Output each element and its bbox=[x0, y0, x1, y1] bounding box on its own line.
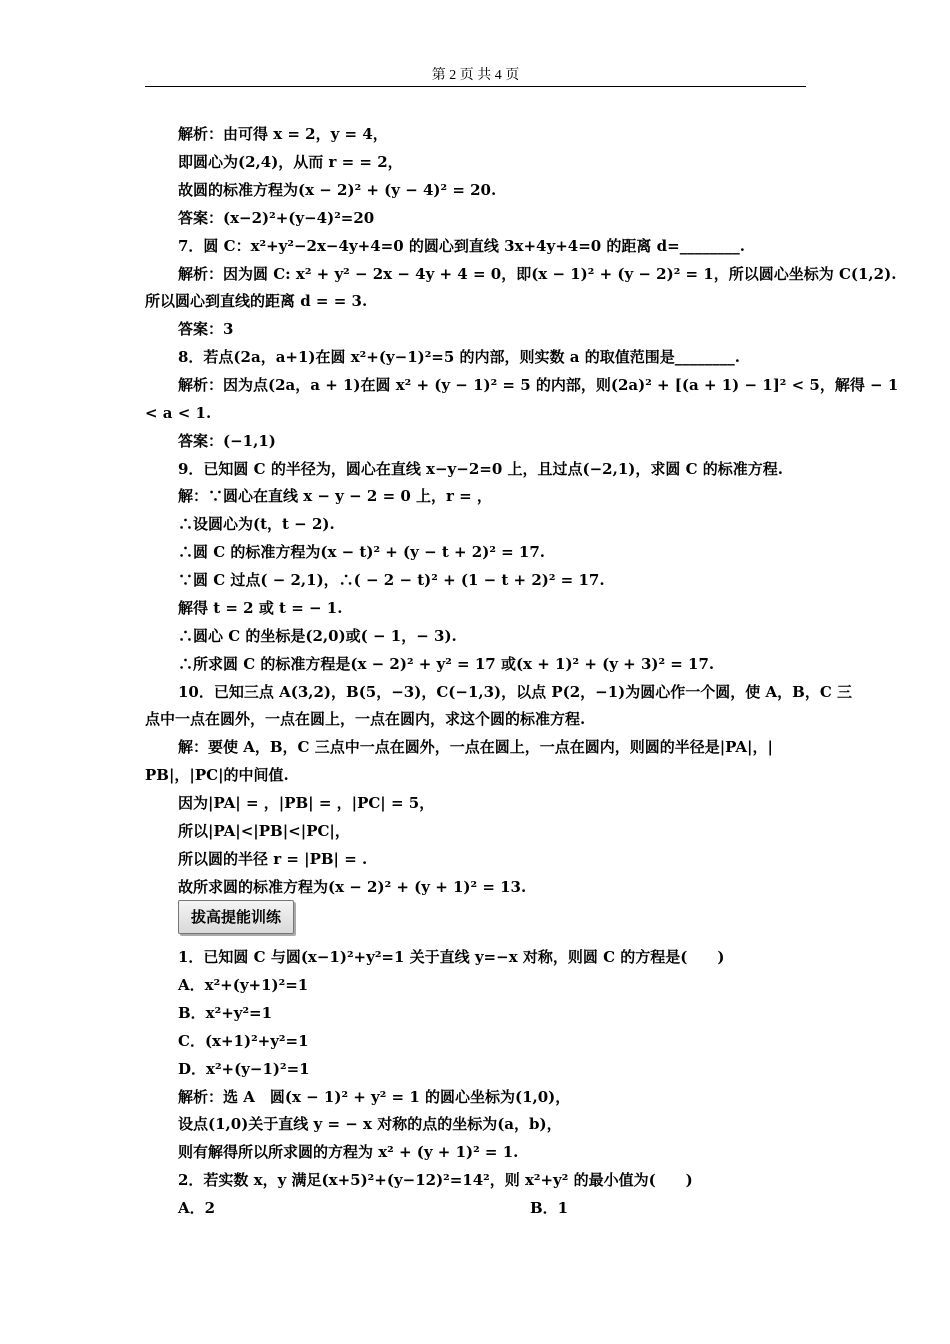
question-8: 8．若点(2a，a+1)在圆 x²+(y−1)²=5 的内部，则实数 a 的取值范围是________. bbox=[178, 348, 740, 366]
option-a: A．2 bbox=[178, 1199, 216, 1217]
text-line: ∵圆 C 过点( − 2,1)，∴( − 2 − t)² + (1 − t + 2)² = 17. bbox=[178, 571, 605, 589]
text-line: 解析：由可得 x = 2，y = 4， bbox=[178, 125, 388, 143]
text-line: 解得 t = 2 或 t = − 1. bbox=[178, 599, 343, 617]
text-line: ∴圆 C 的标准方程为(x − t)² + (y − t + 2)² = 17. bbox=[178, 543, 546, 561]
text-line: 答案：3 bbox=[178, 320, 234, 338]
text-line: 点中一点在圆外，一点在圆上，一点在圆内，求这个圆的标准方程. bbox=[145, 710, 586, 728]
text-line: 因为|PA| = ，|PB| = ，|PC| = 5， bbox=[178, 794, 435, 812]
text-line: 所以圆心到直线的距离 d = = 3. bbox=[145, 292, 368, 310]
option-d: D．x²+(y−1)²=1 bbox=[178, 1060, 310, 1078]
page-header: 第 2 页 共 4 页 bbox=[431, 68, 520, 83]
question-7: 7．圆 C：x²+y²−2x−4y+4=0 的圆心到直线 3x+4y+4=0 的距离 d=________. bbox=[178, 237, 745, 255]
text-line: ∴所求圆 C 的标准方程是(x − 2)² + y² = 17 或(x + 1)² + (y + 3)² = 17. bbox=[178, 655, 715, 673]
text-line: 即圆心为(2,4)，从而 r = = 2， bbox=[178, 153, 403, 171]
option-a: A．x²+(y+1)²=1 bbox=[178, 976, 309, 994]
text-line: 故圆的标准方程为(x − 2)² + (y − 4)² = 20. bbox=[178, 181, 497, 199]
header-divider bbox=[145, 86, 806, 87]
text-line: 则有解得所以所求圆的方程为 x² + (y + 1)² = 1. bbox=[178, 1143, 519, 1161]
option-b: B．x²+y²=1 bbox=[178, 1004, 273, 1022]
section-badge bbox=[178, 900, 294, 934]
text-line: 解：∵圆心在直线 x − y − 2 = 0 上，r = ， bbox=[178, 487, 492, 505]
question-10: 10．已知三点 A(3,2)，B(5，−3)，C(−1,3)，以点 P(2，−1)为圆心作一个圆，使 A，B，C 三 bbox=[178, 683, 852, 701]
section-badge-label: 拔高提能训练 bbox=[190, 908, 281, 926]
text-line: 所以|PA|<|PB|<|PC|， bbox=[178, 822, 350, 840]
text-line: 解：要使 A，B，C 三点中一点在圆外，一点在圆上，一点在圆内，则圆的半径是|PA|，| bbox=[178, 738, 773, 756]
question-2: 2．若实数 x，y 满足(x+5)²+(y−12)²=14²，则 x²+y² 的最小值为( ) bbox=[178, 1171, 693, 1189]
text-line: 解析：选 A 圆(x − 1)² + y² = 1 的圆心坐标为(1,0)， bbox=[178, 1088, 571, 1106]
text-line: < a < 1. bbox=[145, 404, 212, 422]
text-line: 解析：因为点(2a，a + 1)在圆 x² + (y − 1)² = 5 的内部，则(2a)² + [(a + 1) − 1]² < 5，解得 − 1 bbox=[178, 376, 899, 394]
question-9: 9．已知圆 C 的半径为，圆心在直线 x−y−2=0 上，且过点(−2,1)，求圆 C 的标准方程. bbox=[178, 460, 783, 478]
text-line: 设点(1,0)关于直线 y = − x 对称的点的坐标为(a，b)， bbox=[178, 1115, 562, 1133]
text-line: 答案：(x−2)²+(y−4)²=20 bbox=[178, 209, 375, 227]
text-line: PB|，|PC|的中间值. bbox=[145, 766, 289, 784]
text-line: 所以圆的半径 r = |PB| = . bbox=[178, 850, 368, 868]
text-line: ∴设圆心为(t，t − 2). bbox=[178, 515, 335, 533]
text-line: ∴圆心 C 的坐标是(2,0)或( − 1，− 3). bbox=[178, 627, 457, 645]
option-c: C．(x+1)²+y²=1 bbox=[178, 1032, 309, 1050]
text-line: 故所求圆的标准方程为(x − 2)² + (y + 1)² = 13. bbox=[178, 878, 527, 896]
text-line: 答案：(−1,1) bbox=[178, 432, 276, 450]
text-line: 解析：因为圆 C: x² + y² − 2x − 4y + 4 = 0，即(x − 1)² + (y − 2)² = 1，所以圆心坐标为 C(1,2). bbox=[178, 265, 897, 283]
option-b: B．1 bbox=[530, 1199, 569, 1217]
question-1: 1．已知圆 C 与圆(x−1)²+y²=1 关于直线 y=−x 对称，则圆 C 的方程是( ) bbox=[178, 948, 725, 966]
